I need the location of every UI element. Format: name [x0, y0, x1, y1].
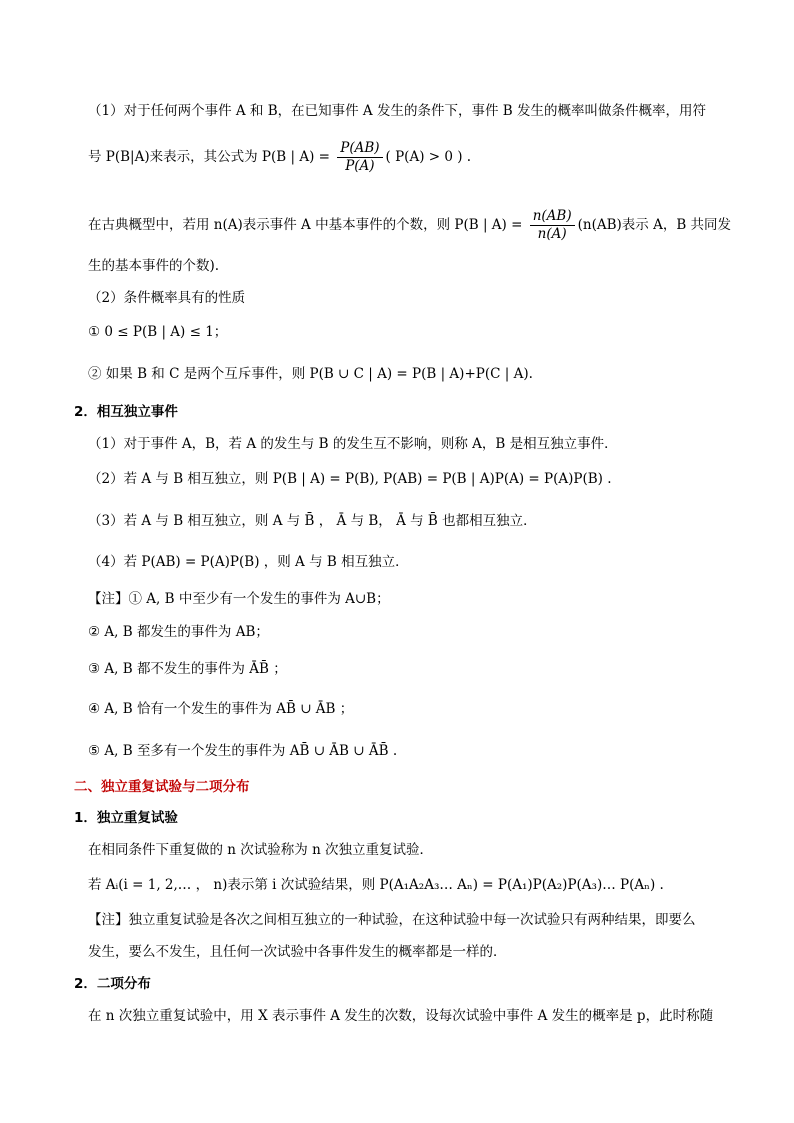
- sec2-line-3: （3）若 A 与 B 相互独立，则 A 与 B̄ ， Ā 与 B， Ā 与 B̄ 也都相互独立．: [88, 513, 537, 529]
- p2-text-pre: 在古典概型中，若用 n(A)表示事件 A 中基本事件的个数，则 P(B | A) =: [88, 217, 527, 233]
- p1-frac-den: P(A): [345, 158, 375, 174]
- p1-fraction: [337, 140, 382, 175]
- p2-frac-den: n(A): [537, 226, 567, 242]
- p2-frac-num: n(AB): [530, 208, 575, 226]
- p2-text-post: (n(AB)表示 A，B 共同发: [577, 217, 732, 233]
- p2-line-a: [88, 208, 731, 243]
- part2-note-a: 【注】独立重复试验是各次之间相互独立的一种试验，在这种试验中每一次试验只有两种结果，即要么: [88, 912, 696, 928]
- note-3: ③ A, B 都不发生的事件为 ĀB̄ ；: [88, 661, 287, 677]
- note-5: ⑤ A, B 至多有一个发生的事件为 AB̄ ∪ ĀB ∪ ĀB̄ .: [88, 743, 398, 759]
- part2-sub-1: 1．独立重复试验: [74, 810, 178, 826]
- p3-item-2: ② 如果 B 和 C 是两个互斥事件，则 P(B ∪ C | A) = P(B | A)+P(C | A).: [88, 366, 533, 382]
- p2-fraction: [530, 208, 575, 243]
- sec2-line-1: （1）对于事件 A，B，若 A 的发生与 B 的发生互不影响，则称 A，B 是相互独立事件．: [88, 436, 618, 452]
- note-1: 【注】① A, B 中至少有一个发生的事件为 A∪B；: [88, 591, 390, 607]
- p1-frac-num: P(AB): [337, 140, 382, 158]
- p1-line-a: （1）对于任何两个事件 A 和 B，在已知事件 A 发生的条件下，事件 B 发生的概率叫做条件概率，用符: [88, 103, 706, 119]
- p3-title: （2）条件概率具有的性质: [88, 290, 246, 306]
- p1-formula-post: ( P(A) > 0 ) .: [385, 149, 472, 165]
- part2-sub-2: 2．二项分布: [74, 976, 151, 992]
- p1-formula-pre: 号 P(B|A)来表示，其公式为 P(B | A) =: [88, 149, 335, 165]
- part2-note-b: 发生，要么不发生，且任何一次试验中各事件发生的概率都是一样的．: [88, 944, 507, 960]
- note-2: ② A, B 都发生的事件为 AB；: [88, 624, 269, 640]
- p3-item-1: ① 0 ≤ P(B | A) ≤ 1；: [88, 324, 228, 340]
- note-4: ④ A, B 恰有一个发生的事件为 AB̄ ∪ ĀB ；: [88, 701, 354, 717]
- sec2-line-2: （2）若 A 与 B 相互独立，则 P(B | A) = P(B), P(AB) = P(B | A)P(A) = P(A)P(B) .: [88, 471, 612, 487]
- p2-line-b: 生的基本事件的个数).: [88, 258, 220, 274]
- sec2-line-4: （4）若 P(AB) = P(A)P(B) ，则 A 与 B 相互独立．: [88, 554, 409, 570]
- sec2-heading: 2．相互独立事件: [74, 404, 178, 420]
- part2-s1-line-1: 在相同条件下重复做的 n 次试验称为 n 次独立重复试验．: [88, 842, 434, 858]
- part2-heading: 二、独立重复试验与二项分布: [74, 779, 250, 795]
- part2-s2-line-1: 在 n 次独立重复试验中，用 X 表示事件 A 发生的次数，设每次试验中事件 A 发生的概率是 p，此时称随: [88, 1008, 714, 1024]
- p1-line-b: [88, 140, 471, 175]
- part2-s1-line-2: 若 Aᵢ(i = 1, 2,… ， n)表示第 i 次试验结果，则 P(A₁A₂A₃… Aₙ) = P(A₁)P(A₂)P(A₃)… P(Aₙ) .: [88, 877, 664, 893]
